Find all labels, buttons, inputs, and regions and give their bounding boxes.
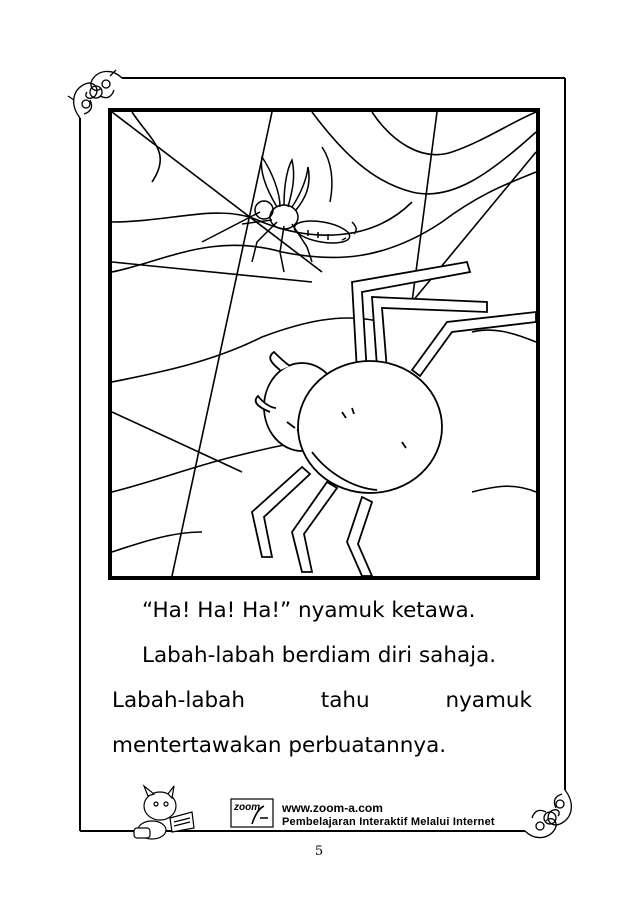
mosquito — [202, 147, 356, 272]
footer-branding — [282, 801, 495, 828]
story-line-3 — [112, 678, 532, 723]
spider — [252, 262, 536, 576]
logo-text: zoom — [234, 802, 261, 813]
story-illustration — [108, 108, 540, 580]
story-word: nyamuk — [445, 688, 532, 713]
story-line-1: “Ha! Ha! Ha!” nyamuk ketawa. — [142, 598, 476, 623]
story-line-4: mentertawakan perbuatannya. — [112, 733, 447, 758]
story-word: tahu — [320, 688, 370, 713]
corner-flourish-icon — [525, 790, 571, 838]
story-text — [112, 588, 532, 768]
story-line-2: Labah-labah berdiam diri sahaja. — [142, 643, 497, 668]
page-number: 5 — [314, 844, 324, 859]
zoom-a-logo — [230, 798, 274, 828]
footer-tagline: Pembelajaran Interaktif Melalui Internet — [282, 816, 495, 828]
reading-mascot-icon — [130, 782, 200, 842]
website-url: www.zoom-a.com — [282, 801, 383, 815]
story-word: Labah-labah — [112, 688, 245, 713]
